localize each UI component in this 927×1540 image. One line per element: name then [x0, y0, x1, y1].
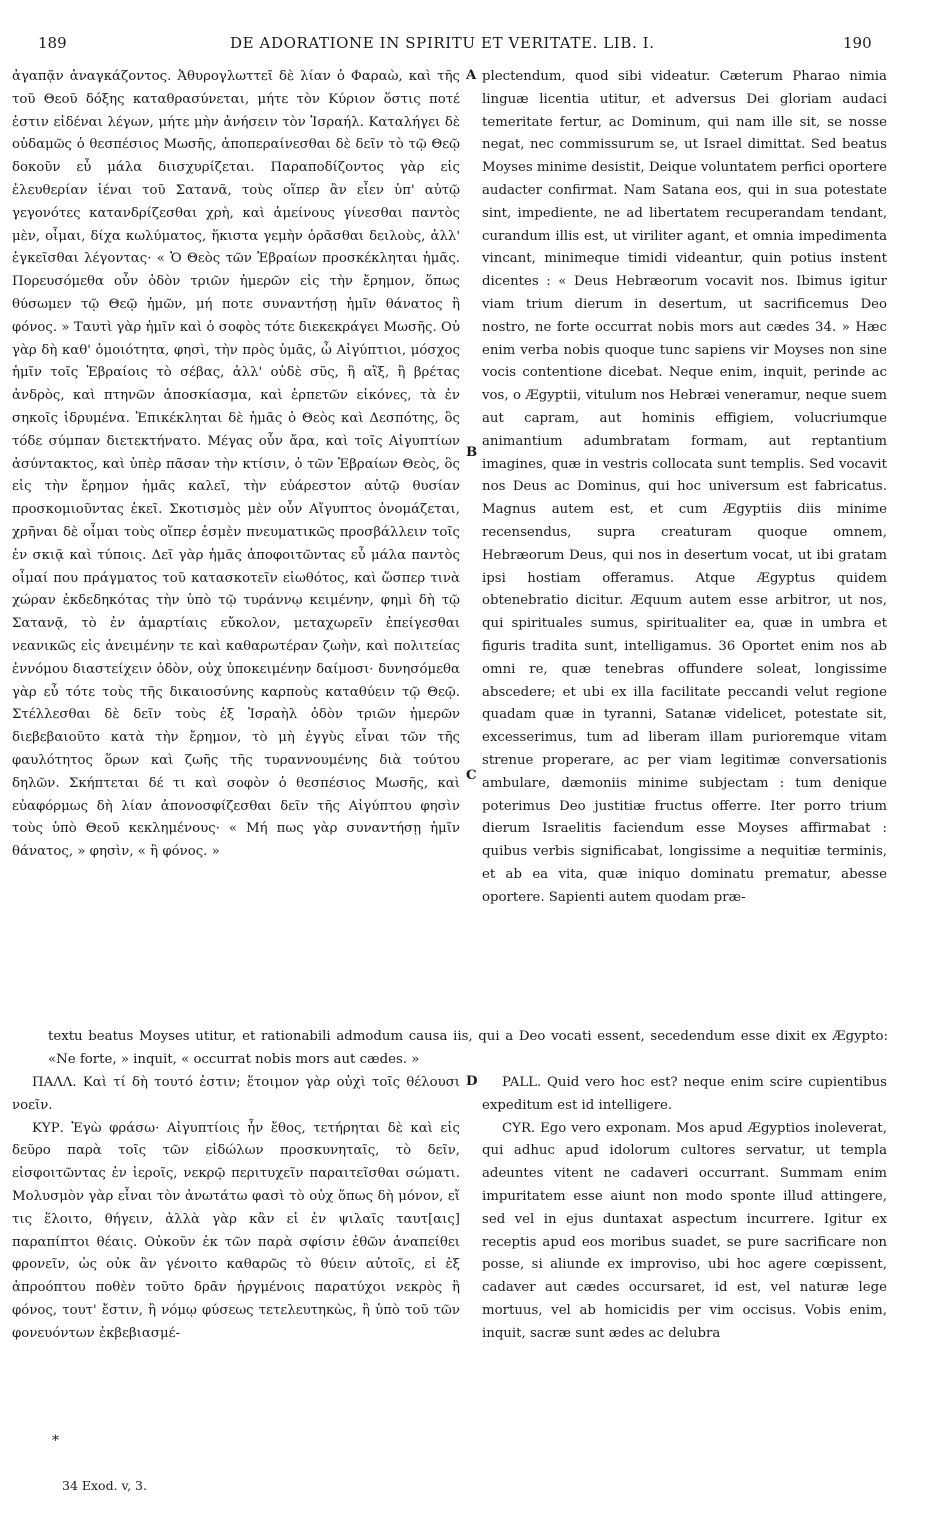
- page-number-left: 189: [38, 34, 67, 52]
- running-header: [0, 34, 927, 60]
- latin-dialogue-cyr: CYR. Ego vero exponam. Mos apud Ægyptios inoleverat, qui adhuc apud idolorum cultores servatur, ut templa adeuntes vitent ne cadaveri occurrant. Summam enim impuritatem esse aiunt non modo sponte illud attingere, sed vel in ejus duntaxat aspectum incurrere. Igitur ex receptis apud eos moribus suadet, se pure sacrificare non posse, si aliunde ex improviso, ubi hoc agere cœpissent, cadaver aut cædes occursaret, id est, vel naturæ lege mortuus, vel ab homicidis per vim occisus. Vobis enim, inquit, sacræ sunt ædes ac delubra: [482, 1120, 887, 1341]
- margin-letter-d: D: [466, 1074, 478, 1089]
- latin-column-bottom: [482, 1072, 887, 1346]
- latin-paragraph: plectendum, quod sibi videatur. Cæterum Pharao nimia linguæ licentia utitur, et adversus Dei gloriam audaci temeritate fertur, ac Dominum, qui nam ille sit, se nosse negat, nec commissurum se, ut Israel dimittat. Sed beatus Moyses minime desistit, Deique voluntatem perfici oportere audacter confirmat. Nam Satana eos, qui in sua potestate sint, impediente, ne ad libertatem recuperandam tendant, curandum illis est, ut viriliter agant, et omnia impedimenta vincant, minimeque timidi videantur, quin potius instent dicentes : « Deus Hebræorum vocavit nos. Ibimus igitur viam trium dierum in desertum, ut sacrificemus Deo nostro, ne forte occurrat nobis mors aut cædes 34. » Hæc enim verba nobis quoque tunc sapiens vir Moyses non sine vocis contentione dicebat. Neque enim, inquit, perinde ac vos, o Ægyptii, vitulum nos Hebræi veneramur, neque suem aut capram, aut hominis effigiem, volucriumque animantium adumbratam formam, aut reptantium imagines, quæ in vestris collocata sunt templis. Sed vocavit nos Deus ac Dominus, qui hoc universum est fabricatus. Magnus autem est, et cum Ægyptiis diis minime recensendus, supra creaturam quoque omnem, Hebræorum Deus, qui nos in desertum vocat, ut ibi gratam ipsi hostiam offeramus. Atque Ægyptus quidem obtenebratio dicitur. Æquum autem esse arbitror, ut nos, qui spirituales sumus, spiritualiter ea, quæ in umbra et figuris tradita sunt, intelligamus. 36 Oportet enim nos ab omni re, quæ tenebras offundere soleat, longissime abscedere; et ubi ex illa facilitate peccandi velut regione quadam quæ in tyranni, Satanæ videlicet, potestate sit, excesserimus, tum ad liberam illam purioremque vitam strenue properare, ac per viam legitimæ conversationis ambulare, dæmoniis minime subjectam : tum denique poterimus Deo justitiæ fructus offerre. Iter porro trium dierum Israelitis faciendum esse Moyses affirmabat : quibus verbis significabat, longissime a nequitiæ terminis, et ab ea vita, quæ iniquo dominatu prematur, abesse oportere. Sapienti autem quodam præ-: [482, 69, 887, 905]
- greek-paragraph: ἀγαπᾷν ἀναγκάζοντος. Ἀθυρογλωττεῖ δὲ λίαν ὁ Φαραὼ, καὶ τῆς τοῦ Θεοῦ δόξης καταθρασύνεται, μήτε τὸν Κύριον ὅστις ποτέ ἐστιν εἰδέναι λέγων, μήτε μὴν ἀνήσειν τὸν Ἰσραήλ. Καταλήγει δὲ οὐδαμῶς ὁ θεσπέσιος Μωσῆς, ἀποπεραίνεσθαι δὲ δεῖν τὸ τῷ Θεῷ δοκοῦν εὖ μάλα διισχυρίζεται. Παραποδίζοντος γὰρ εἰς ἐλευθερίαν ἰέναι τοῦ Σατανᾶ, τοὺς οἵπερ ἂν εἶεν ὑπ' αὐτῷ γεγονότες κατανδρίζεσθαι χρὴ, καὶ ἀμείνους γίνεσθαι παντὸς μὲν, οἶμαι, δίχα κωλύματος, ἥκιστα γεμὴν ὁρᾶσθαι δειλοὺς, ἀλλ' ἐγκεῖσθαι λέγοντας· « Ὁ Θεὸς τῶν Ἑβραίων προσκέκληται ἡμᾶς. Πορευσόμεθα οὖν ὁδὸν τριῶν ἡμερῶν εἰς τὴν ἔρημον, ὅπως θύσωμεν τῷ Θεῷ ἡμῶν, μή ποτε συναντήσῃ ἡμῖν θάνατος ἢ φόνος. » Ταυτὶ γὰρ ἡμῖν καὶ ὁ σοφὸς τότε διεκεκράγει Μωσῆς. Οὐ γὰρ δὴ καθ' ὁμοιότητα, φησὶ, τὴν πρὸς ὑμᾶς, ὦ Αἰγύπτιοι, μόσχος ἡμῖν τοῖς Ἑβραίοις τὸ σέβας, ἀλλ' οὐδὲ σῦς, ἢ αἲξ, ἢ βρέτας ἀνδρὸς, καὶ πτηνῶν ἀποσκίασμα, καὶ ἑρπετῶν εἰκόνες, τὰ ἐν σηκοῖς ἱδρυμένα. Ἐπικέκληται δὲ ἡμᾶς ὁ Θεὸς καὶ Δεσπότης, ὃς τόδε σύμπαν διετεκτήνατο. Μέγας οὖν ἄρα, καὶ τοῖς Αἰγυπτίων ἀσύντακτος, καὶ ὑπὲρ πᾶσαν τὴν κτίσιν, ὁ τῶν Ἑβραίων Θεὸς, ὃς εἰς τὴν ἔρημον ἡμᾶς καλεῖ, τὴν εὐάρεστον αὐτῷ θυσίαν προσκομιοῦντας ἐκεῖ. Σκοτισμὸς μὲν οὖν Αἴγυπτος ὀνομάζεται, χρῆναι δὲ οἶμαι τοὺς οἵπερ ἐσμὲν πνευματικῶς προσβάλλειν τοῖς ἐν σκιᾷ καὶ τύποις. Δεῖ γὰρ ἡμᾶς ἀποφοιτῶντας εὖ μάλα παντὸς οἶμαί που πράγματος τοῦ κατασκοτεῖν εἰωθότος, καὶ ὥσπερ τινὰ χώραν ἐκδεδηκότας τὴν ὑπὸ τῷ τυράννῳ κειμένην, φημὶ δὴ τῷ Σατανᾷ, τὸ ἐν ἁμαρτίαις εὔκολον, μεταχωρεῖν ἐπείγεσθαι νεανικῶς εἰς ἀνειμένην τε καὶ καθαρωτέραν ζωὴν, καὶ πολιτείας ἐννόμου διαστείχειν ὁδὸν, οὐχ ὑποκειμένην δαίμοσι· δυνησόμεθα γὰρ εὖ τότε τοὺς τῆς δικαιοσύνης καρποὺς καταθύειν τῷ Θεῷ. Στέλλεσθαι δὲ δεῖν τοὺς ἐξ Ἰσραὴλ ὁδὸν τριῶν ἡμερῶν διεβεβαιοῦτο κατὰ τὴν ἔρημον, τὸ μὴ ἐγγὺς εἶναι τῶν τῆς φαυλότητος ὅρων καὶ ζωῆς τῆς τυραννουμένης διὰ τούτου δηλῶν. Σκήπτεται δέ τι καὶ σοφὸν ὁ θεσπέσιος Μωσῆς, καὶ εὐαφόρμως δὴ λίαν ἀπονοσφίζεσθαι δεῖν τῆς Αἰγύπτου φησὶν τοὺς ὑπὸ Θεοῦ κεκλημένους· « Μή πως γὰρ συναντήσῃ ἡμῖν θάνατος, » φησὶν, « ἢ φόνος. »: [12, 69, 460, 860]
- greek-column-top: [12, 66, 460, 864]
- footnote-marker: *: [52, 1433, 59, 1449]
- footnote: 34 Exod. v, 3.: [62, 1478, 147, 1493]
- full-width-line: textu beatus Moyses utitur, et rationabili admodum causa iis, qui a Deo vocati essent, secedendum esse dixit ex Ægypto: «Ne forte, » inquit, « occurrat nobis mors aut cædes. »: [48, 1029, 888, 1067]
- margin-letter-a: A: [466, 68, 477, 83]
- greek-dialogue-cyr: ΚΥΡ. Ἐγὼ φράσω· Αἰγυπτίοις ἦν ἔθος, τετήρηται δὲ καὶ εἰς δεῦρο παρὰ τοῖς τῶν εἰδώλων προσκυνηταῖς, τὸ δεῖν, εἰσφοιτῶντας ἐν ἱεροῖς, νεκρῷ περιτυχεῖν παραιτεῖσθαι σώματι. Μολυσμὸν γὰρ εἶναι τὸν ἀνωτάτω φασὶ τὸ οὐχ ὅπως δὴ μόνον, εἴ τις ἕλοιτο, θήγειν, ἀλλὰ γὰρ κἂν εἰ ἐν ψιλαῖς ταυτ[αις] παραπίπτοι θέαις. Οὐκοῦν ἐκ τῶν παρὰ σφίσιν ἐθῶν ἀναπείθει φρονεῖν, ὡς οὐκ ἂν γένοιτο καθαρῶς τὸ θύειν αὐτοῖς, εἰ ἐξ ἀπροόπτου ποθὲν τοῦτο δρᾶν ἠργμένοις παρατύχοι νεκρὸς ἢ φόνος, τουτ' ἔστιν, ἢ νόμῳ φύσεως τετελευτηκὼς, ἢ ὑπὸ τοῦ τῶν φονευόντων ἐκβεβιασμέ-: [12, 1120, 460, 1341]
- greek-dialogue-pall: ΠΑΛΛ. Καὶ τί δὴ τουτό ἐστιν; ἕτοιμον γὰρ οὐχὶ τοῖς θέλουσι νοεῖν.: [12, 1075, 460, 1113]
- greek-column-bottom: [12, 1072, 460, 1346]
- page-number-right: 190: [843, 34, 872, 52]
- latin-dialogue-pall: PALL. Quid vero hoc est? neque enim scire cupientibus expeditum est id intelligere.: [482, 1075, 887, 1113]
- margin-letter-c: C: [466, 768, 477, 783]
- latin-column-top: [482, 66, 887, 909]
- margin-letter-b: B: [466, 445, 478, 460]
- running-title: DE ADORATIONE IN SPIRITU ET VERITATE. LIB. I.: [230, 34, 655, 52]
